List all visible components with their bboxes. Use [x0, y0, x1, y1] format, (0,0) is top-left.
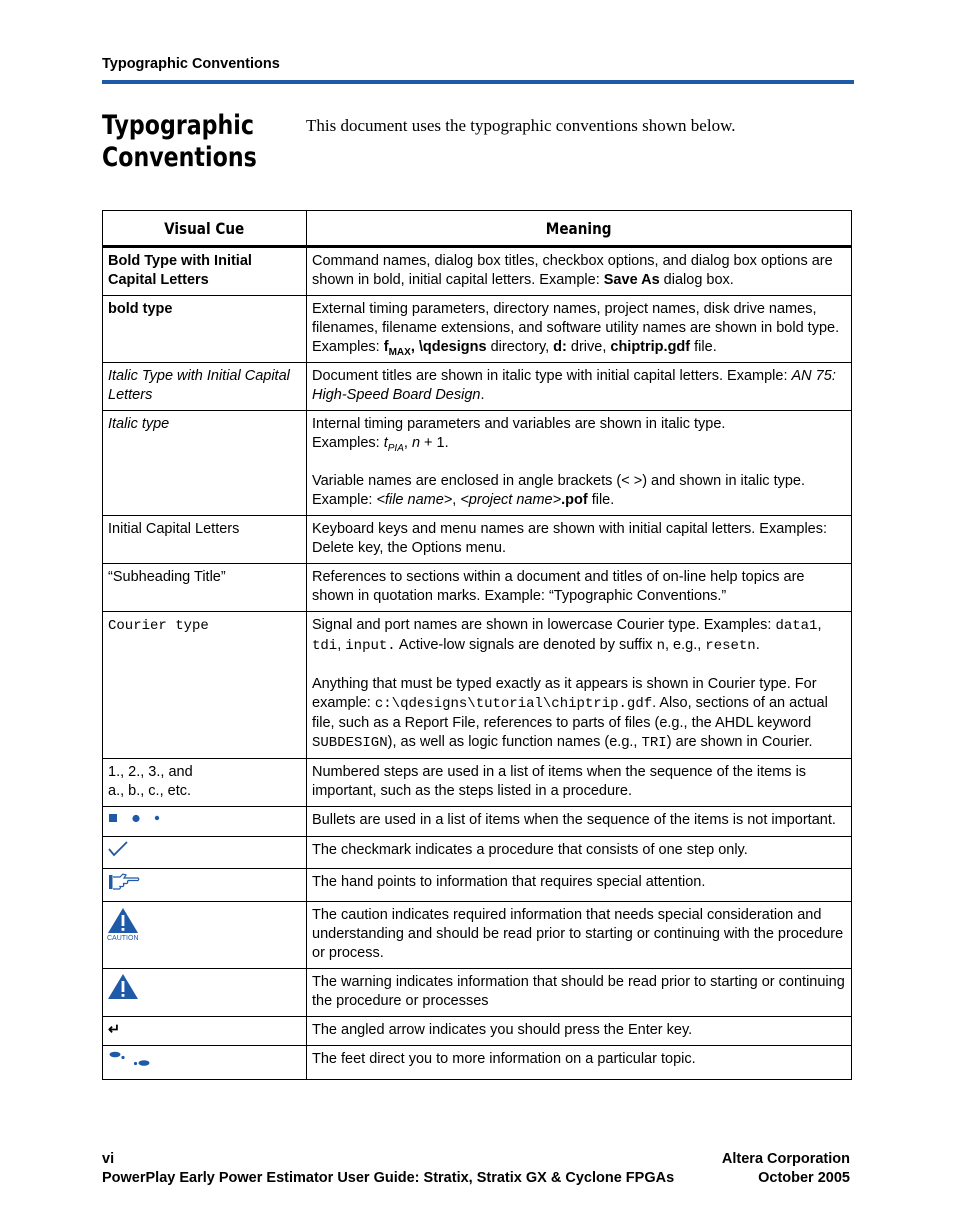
- cue-cell: [103, 969, 307, 1017]
- document-title: PowerPlay Early Power Estimator User Guide: Stratix, Stratix GX & Cyclone FPGAs: [102, 1170, 675, 1186]
- company-name: Altera Corporation: [721, 1151, 850, 1167]
- meaning-cell: Internal timing parameters and variables are shown in italic type. Examples: $t_{PIA}$, n + 1. Variable names are enclosed in angle brackets (< >) and shown in italic type. Example: <file name>, <project name>.pof file.: [307, 411, 852, 516]
- meaning-cell: The hand points to information that requires special attention.: [307, 869, 852, 902]
- feet-icon: [108, 1050, 152, 1068]
- col-header-visual-cue: Visual Cue: [103, 211, 307, 247]
- meaning-cell: The checkmark indicates a procedure that consists of one step only.: [307, 837, 852, 869]
- footer-right: [722, 1150, 850, 1188]
- conventions-table: [102, 210, 852, 1080]
- cue-cell: [103, 1046, 307, 1080]
- caution-icon: [106, 906, 142, 942]
- header-rule: [102, 80, 854, 84]
- table-row: [103, 363, 852, 411]
- table-row: [103, 969, 852, 1017]
- meaning-cell: The warning indicates information that should be read prior to starting or continuing the procedure or processes: [307, 969, 852, 1017]
- cue-cell: bold type: [103, 296, 307, 363]
- table-row: [103, 411, 852, 516]
- footer-left: [102, 1150, 674, 1188]
- table-row: [103, 807, 852, 837]
- running-header: Typographic Conventions: [102, 56, 280, 72]
- cue-cell: [103, 807, 307, 837]
- caution-label: CAUTION: [107, 935, 139, 942]
- cue-cell: Bold Type with Initial Capital Letters: [103, 247, 307, 296]
- meaning-cell: Document titles are shown in italic type with initial capital letters. Example: AN 75: High-Speed Board Design.: [307, 363, 852, 411]
- table-header-row: [103, 211, 852, 247]
- table-row: [103, 837, 852, 869]
- meaning-cell: The caution indicates required information that needs special consideration and understanding and should be read prior to starting or continuing with the procedure or process.: [307, 902, 852, 969]
- table-row: [103, 296, 852, 363]
- cue-cell: “Subheading Title”: [103, 564, 307, 612]
- page-number: vi: [102, 1151, 115, 1167]
- table-row: [103, 869, 852, 902]
- publication-date: October 2005: [758, 1170, 850, 1186]
- cue-cell: Italic Type with Initial Capital Letters: [103, 363, 307, 411]
- section-title: [102, 110, 266, 174]
- cue-cell: Italic type: [103, 411, 307, 516]
- enter-arrow-icon: ↵: [108, 1022, 121, 1038]
- meaning-cell: External timing parameters, directory names, project names, disk drive names, filenames, filename extensions, and software utility names are shown in bold type. Examples: $f_{MAX}$, \qdesigns directory, d: drive, chiptrip.gdf file.: [307, 296, 852, 363]
- warning-icon: [106, 973, 140, 1001]
- section-title-line1: Typographic: [102, 110, 255, 141]
- cue-cell: [103, 1017, 307, 1046]
- table-row: [103, 612, 852, 759]
- cue-cell: [103, 837, 307, 869]
- cue-cell: Courier type: [103, 612, 307, 759]
- meaning-cell: Numbered steps are used in a list of items when the sequence of the items is important, such as the steps listed in a procedure.: [307, 759, 852, 807]
- meaning-cell: Keyboard keys and menu names are shown with initial capital letters. Examples: Delete key, the Options menu.: [307, 516, 852, 564]
- table-row: [103, 247, 852, 296]
- intro-text: This document uses the typographic conventions shown below.: [306, 116, 736, 135]
- hand-icon: [108, 873, 140, 890]
- table-row: [103, 759, 852, 807]
- meaning-cell: Command names, dialog box titles, checkbox options, and dialog box options are shown in bold, initial capital letters. Example: Save As dialog box.: [307, 247, 852, 296]
- cue-cell: [103, 902, 307, 969]
- meaning-cell: Bullets are used in a list of items when the sequence of the items is not important.: [307, 807, 852, 837]
- section-title-line2: Conventions: [102, 142, 257, 173]
- meaning-cell: References to sections within a document and titles of on-line help topics are shown in quotation marks. Example: “Typographic Conventions.”: [307, 564, 852, 612]
- table-row: [103, 516, 852, 564]
- cue-cell: 1., 2., 3., and a., b., c., etc.: [103, 759, 307, 807]
- table-row: [103, 1017, 852, 1046]
- cue-cell: Initial Capital Letters: [103, 516, 307, 564]
- bullet-symbols-icon: [108, 811, 168, 825]
- col-header-meaning: Meaning: [307, 211, 852, 247]
- table-row: [103, 1046, 852, 1080]
- table-row: [103, 902, 852, 969]
- table-row: [103, 564, 852, 612]
- meaning-cell: Signal and port names are shown in lowercase Courier type. Examples: data1, tdi, input. Active-low signals are denoted by suffix n, e.g., resetn. Anything that must be typed exactly as it appears is shown in Courier type. For example: c:\qdesigns\tutorial\chiptrip.gdf. Also, sections of an actual file, such as a Report File, references to parts of files (e.g., the AHDL keyword SUBDESIGN), as well as logic function names (e.g., TRI) are shown in Courier.: [307, 612, 852, 759]
- meaning-cell: The feet direct you to more information on a particular topic.: [307, 1046, 852, 1080]
- checkmark-icon: [108, 841, 128, 857]
- cue-cell: [103, 869, 307, 902]
- meaning-cell: The angled arrow indicates you should press the Enter key.: [307, 1017, 852, 1046]
